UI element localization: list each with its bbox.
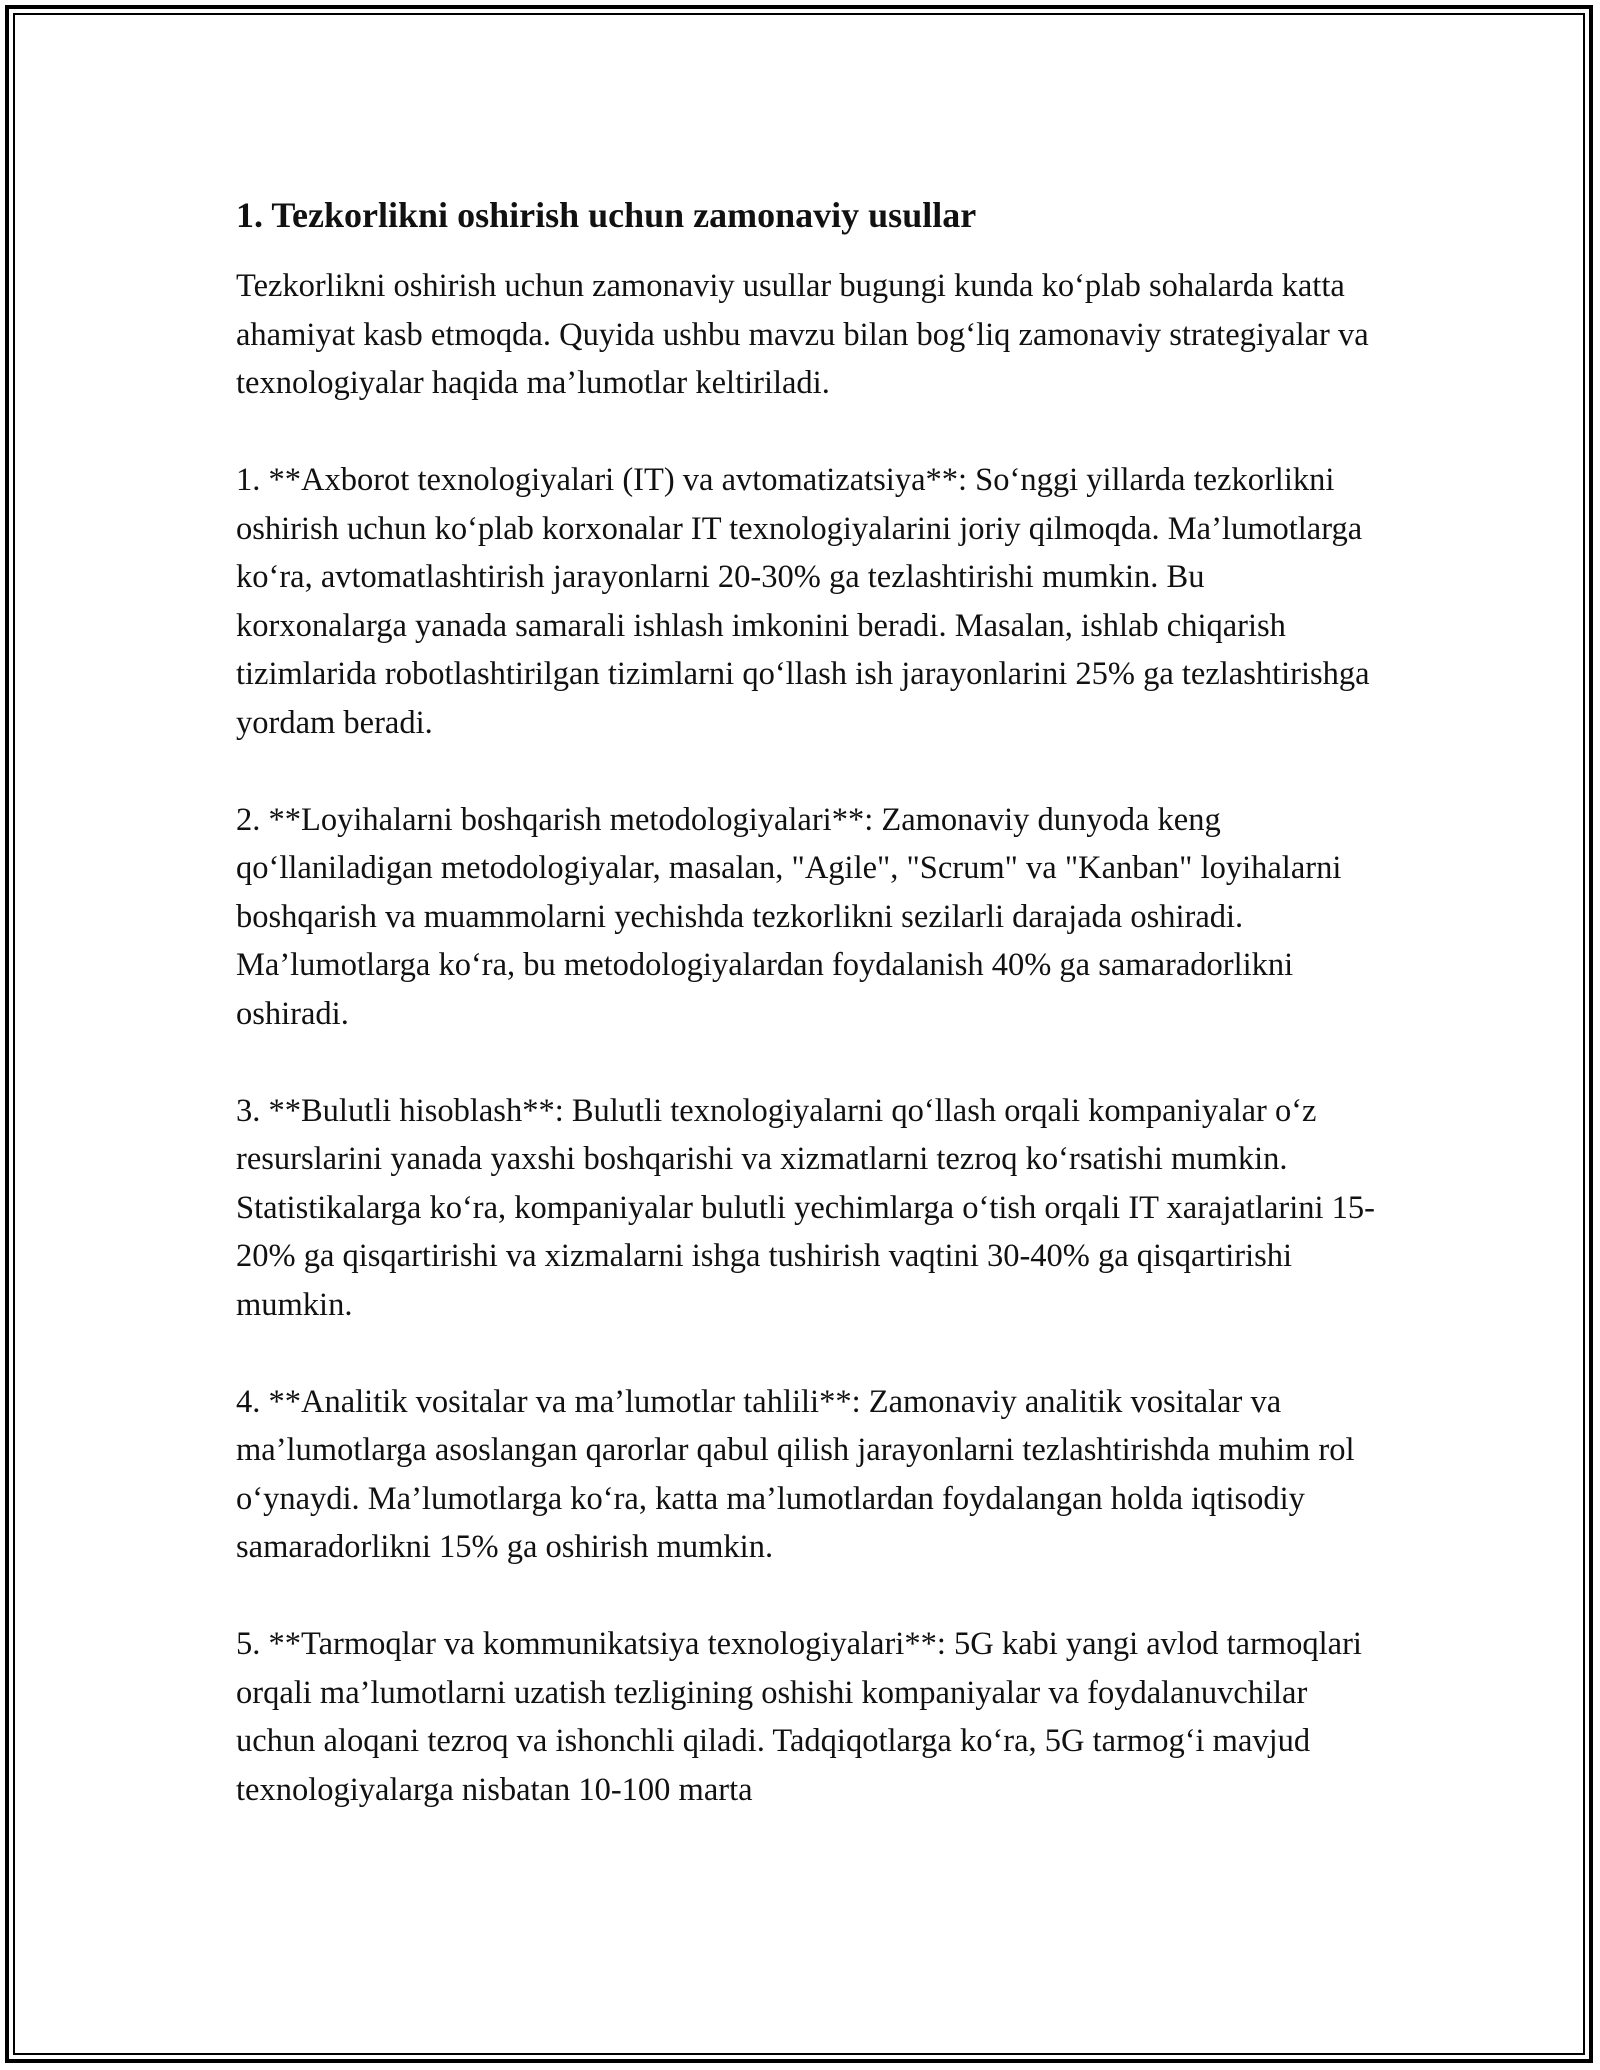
paragraph-cloud-computing: 3. **Bulutli hisoblash**: Bulutli texnologiyalarni qo‘llash orqali kompaniyalar o‘z resurslarini yanada yaxshi boshqarishi va xizmatlarni tezroq ko‘rsatishi mumkin. Statistikalarga ko‘ra, kompaniyalar bulutli yechimlarga o‘tish orqali IT xarajatlarini 15-20% ga qisqartirishi va xizmalarni ishga tushirish vaqtini 30-40% ga qisqartirishi mumkin. xyxy=(236,1092,1375,1323)
paragraph-networks: 5. **Tarmoqlar va kommunikatsiya texnologiyalari**: 5G kabi yangi avlod tarmoqlari orqali ma’lumotlarni uzatish tezligining oshishi kompaniyalar va foydalanuvchilar uchun aloqani tezroq va ishonchli qiladi. Tadqiqotlarga ko‘ra, 5G tarmog‘i mavjud texnologiyalarga nisbatan 10-100 marta xyxy=(236,1626,1362,1808)
document-body xyxy=(236,190,1376,1863)
intro-paragraph: Tezkorlikni oshirish uchun zamonaviy usullar bugungi kunda ko‘plab sohalarda katta ahamiyat kasb etmoqda. Quyida ushbu mavzu bilan bog‘liq zamonaviy strategiyalar va texnologiyalar haqida ma’lumotlar keltiriladi. xyxy=(236,268,1369,401)
paragraph-it-automation: 1. **Axborot texnologiyalari (IT) va avtomatizatsiya**: So‘nggi yillarda tezkorlikni oshirish uchun ko‘plab korxonalar IT texnologiyalarini joriy qilmoqda. Ma’lumotlarga ko‘ra, avtomatlashtirish jarayonlarni 20-30% ga tezlashtirishi mumkin. Bu korxonalarga yanada samarali ishlash imkonini beradi. Masalan, ishlab chiqarish tizimlarida robotlashtirilgan tizimlarni qo‘llash ish jarayonlarini 25% ga tezlashtirishga yordam beradi. xyxy=(236,462,1370,741)
paragraph-project-management: 2. **Loyihalarni boshqarish metodologiyalari**: Zamonaviy dunyoda keng qo‘llaniladigan metodologiyalar, masalan, "Agile", "Scrum" va "Kanban" loyihalarni boshqarish va muammolarni yechishda tezkorlikni sezilarli darajada oshiradi. Ma’lumotlarga ko‘ra, bu metodologiyalardan foydalanish 40% ga samaradorlikni oshiradi. xyxy=(236,801,1342,1032)
document-title: 1. Tezkorlikni oshirish uchun zamonaviy usullar xyxy=(236,195,977,235)
paragraph-analytics: 4. **Analitik vositalar va ma’lumotlar tahlili**: Zamonaviy analitik vositalar va ma’lumotlarga asoslangan qarorlar qabul qilish jarayonlarni tezlashtirishda muhim rol o‘ynaydi. Ma’lumotlarga ko‘ra, katta ma’lumotlardan foydalangan holda iqtisodiy samaradorlikni 15% ga oshirish mumkin. xyxy=(236,1383,1355,1565)
